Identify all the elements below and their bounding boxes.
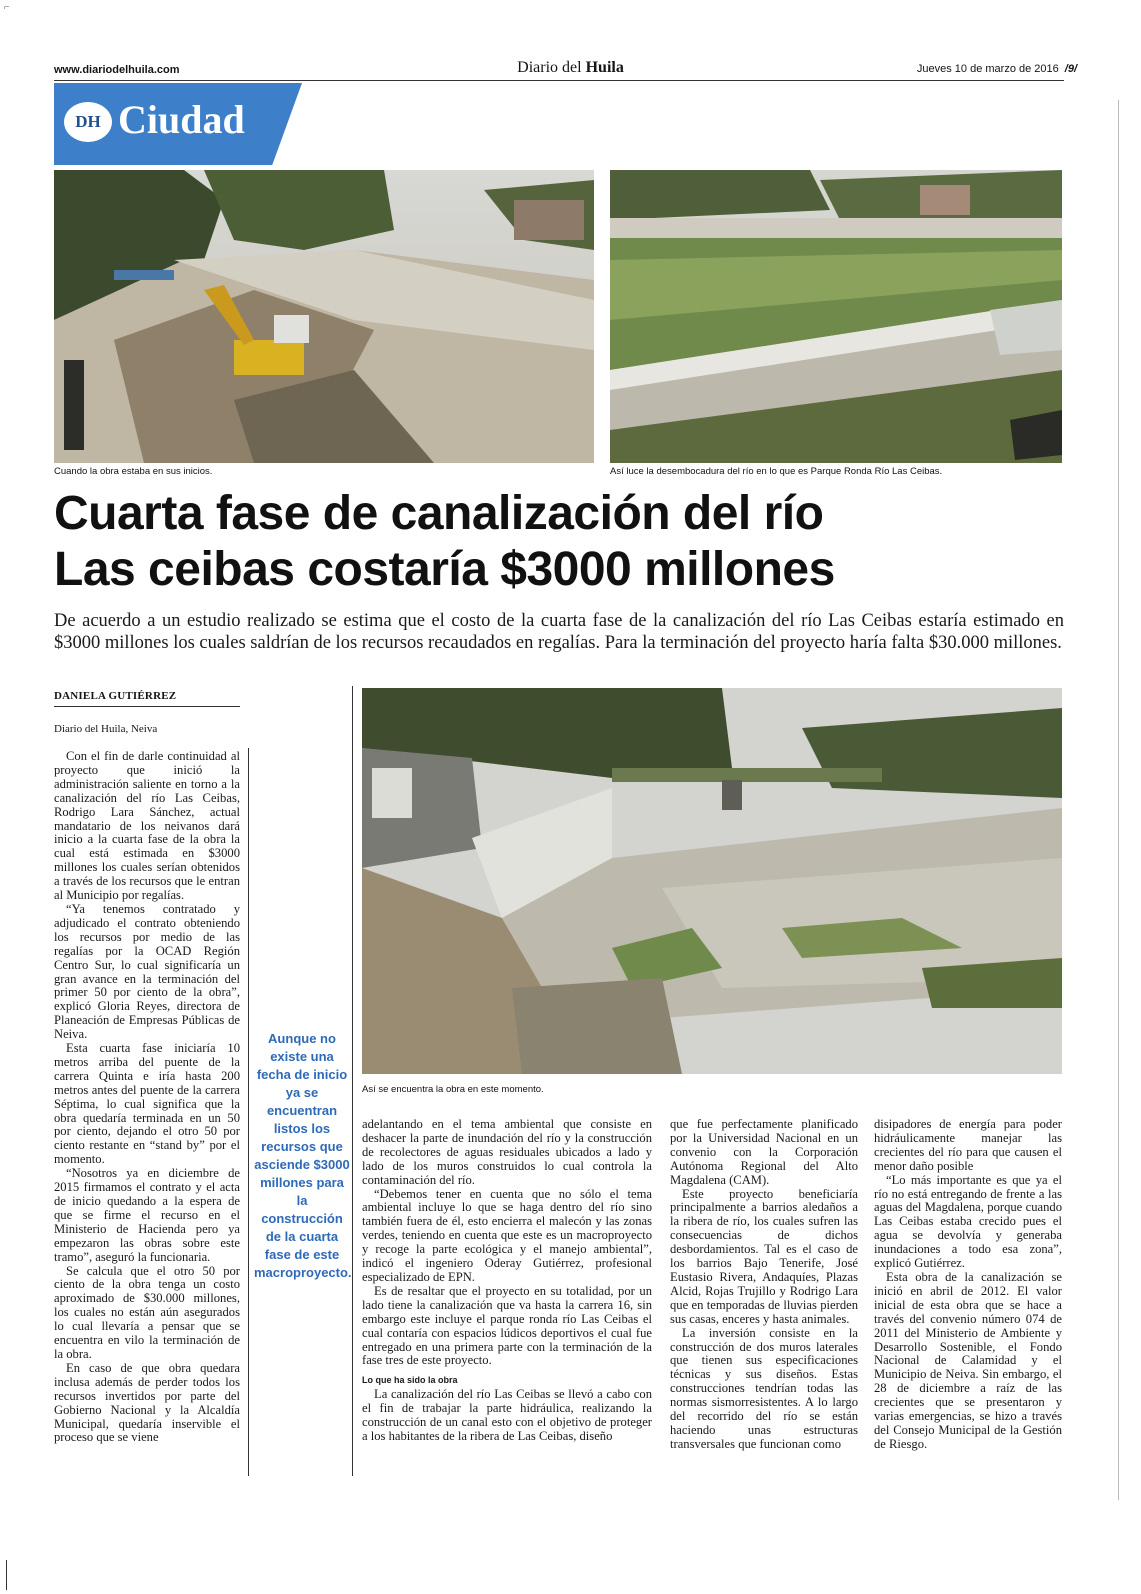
photo-river-current — [362, 688, 1062, 1074]
paragraph: En caso de que obra quedara inclusa además de perder todos los recursos invertidos por parte del Gobierno Nacional y la Alcaldía Municipal, quedaría inservible el proceso que se viene — [54, 1360, 240, 1445]
newspaper-name-prefix: Diario del — [517, 59, 582, 76]
paragraph: Es de resaltar que el proyecto en su totalidad, por un lado tiene la canalización que va hasta la carrera 16, sin embargo este incluye el parque ronda río Las Ceibas el cual contaría con espacios lúdicos deportivos el cual fue entregado en una primera parte con la terminación de la fase tres de este proyecto. — [362, 1283, 652, 1368]
paragraph: Esta cuarta fase iniciaría 10 metros arriba del puente de la carrera Quinta e iría hasta 200 metros antes del puente de la carrera Séptima, lo cual significa que la obra quedaría terminada en un 50 por ciento, dejando el otro 50 por ciento restante en “stand by” por el momento. — [54, 1041, 240, 1167]
paragraph: disipadores de energía para poder hidráulicamente manejar las crecientes del río para que causen el menor daño posible — [874, 1117, 1062, 1173]
headline-line-2: Las ceibas costaría $3000 millones — [54, 543, 835, 596]
photo-river-current-caption: Así se encuentra la obra en este momento. — [362, 1084, 544, 1095]
site-url[interactable]: www.diariodelhuila.com — [54, 64, 180, 76]
subhead: Lo que ha sido la obra — [362, 1375, 458, 1386]
photo-construction-caption: Cuando la obra estaba en sus inicios. — [54, 466, 213, 477]
dateline-source: Diario del Huila, Neiva — [54, 723, 158, 735]
dh-logo-badge: DH — [64, 102, 112, 142]
photo-park — [610, 170, 1062, 463]
article-column-3 — [670, 1118, 858, 1452]
photo-construction — [54, 170, 594, 463]
paragraph: Este proyecto beneficiaría principalmente a barrios aledaños a la ribera de río, los cuales sufren las consecuencias de dichos desbordamientos. Tal es el caso de los barrios Bajo Tenerife, José Eustasio Rivera, Andaquíes, Plazas Alcid, Rojas Trujillo y Rodrigo Lara que en temporadas de lluvias pierden sus casas, enceres y hasta animales. — [670, 1186, 858, 1326]
paragraph: que fue perfectamente planificado por la Universidad Nacional en un convenio con la Corporación Autónoma Regional del Alto Magdalena (CAM). — [670, 1117, 858, 1187]
issue-date — [917, 63, 1077, 75]
pull-quote: Aunque no existe una fecha de inicio ya se encuentran listos los recursos que asciende $3000 millones para la construcción de la cuarta fase de este macroproyecto. — [254, 1031, 352, 1280]
header-rule — [54, 80, 1064, 81]
headline — [54, 486, 1084, 598]
newspaper-name-bold: Huila — [585, 59, 624, 76]
paragraph: “Nosotros ya en diciembre de 2015 firmamos el contrato y el acta de inicio quedando a la espera de que se firme el recurso en el Ministerio de Hacienda pero ya empezaron las obras sobre este tramo”, aseguró la funcionaria. — [54, 1166, 240, 1264]
paragraph: La inversión consiste en la construcción de dos muros laterales que tienen sus especificaciones técnicas y sus diseños. Estas construcciones tendrían todas las normas sismorresistentes. A lo largo del recorrido del río se están haciendo unas estructuras transversales que funcionan como — [670, 1325, 858, 1451]
headline-line-1: Cuarta fase de canalización del río — [54, 487, 824, 540]
section-title: Ciudad — [118, 97, 245, 142]
issue-date-text: Jueves 10 de marzo de 2016 — [916, 63, 1059, 75]
byline: DANIELA GUTIÉRREZ — [54, 690, 177, 702]
column-divider — [248, 748, 249, 1476]
paragraph: “Debemos tener en cuenta que no sólo el tema ambiental incluye lo que se haga dentro del río sino también fuera de él, esto encierra el malecón y las zonas verdes, teniendo en cuenta que este es un macroproyecto y recoge la parte ecológica y el manejo ambiental”, indicó el ingeniero Oderay Gutiérrez, profesional especializado de EPN. — [362, 1186, 652, 1284]
paragraph: La canalización del río Las Ceibas se llevó a cabo con el fin de trabajar la parte hidráulica, realizando la construcción de un canal esto con el objetivo de proteger a los habitantes de la ribera de Las Ceibas, diseño — [362, 1387, 652, 1443]
paragraph: Con el fin de darle continuidad al proyecto que inició la administración saliente en torno a la canalización del río Las Ceibas, Rodrigo Lara Sánchez, actual mandatario de los neivanos dará inicio a la cuarta fase de la obra la cual está estimada en $3000 millones los cuales serían obtenidos a través de los recursos que le entran al Municipio por regalías. — [54, 749, 240, 903]
paragraph: adelantando en el tema ambiental que consiste en deshacer la parte de inundación del río y la construcción de recolectores de aguas residuales ubicados a lado y lado de los muros construidos lo cual controla la contaminación del río. — [362, 1117, 652, 1187]
article-column-1 — [54, 750, 240, 1445]
crop-mark-bottom — [6, 1560, 7, 1590]
lead-paragraph: De acuerdo a un estudio realizado se estima que el costo de la cuarta fase de la canalización del río Las Ceibas estaría estimado en $3000 millones los cuales saldrían de los recursos recaudados en regalías. Para la terminación del proyecto haría falta $30.000 millones. — [54, 611, 1064, 653]
page-fold-line — [1118, 100, 1119, 1500]
column-divider — [352, 686, 353, 1476]
byline-rule — [54, 706, 240, 707]
article-column-4 — [874, 1118, 1062, 1452]
article-column-2 — [362, 1118, 652, 1444]
crop-mark: ⌐ — [4, 2, 10, 13]
paragraph: Esta obra de la canalización se inició en abril de 2012. El valor inicial de esta obra que se hace a través del convenio número 074 de 2011 del Ministerio de Ambiente y Desarrollo Sostenible, el Fondo Nacional de Calamidad y el Municipio de Neiva. Sin embargo, el 28 de diciembre a raíz de las crecientes que se presentaron y varias emergencias, se hizo a través del Consejo Municipal de la Gestión de Riesgo. — [874, 1269, 1062, 1451]
paragraph: “Lo más importante es que ya el río no está entregando de frente a las aguas del Magdalena, porque cuando Las Ceibas estaba crecido pues el agua se devolvía y generaba inundaciones a todo esa zona”, explicó Gutiérrez. — [874, 1172, 1062, 1271]
page-number: /9/ — [1064, 63, 1077, 75]
paragraph: Se calcula que el otro 50 por ciento de la obra tenga un costo aproximado de $30.000 millones, los cuales no están aún asegurados lo cual llevaría a pensar que se encuentra en vilo la terminación de la obra. — [54, 1263, 240, 1361]
paragraph: “Ya tenemos contratado y adjudicado el contrato obteniendo los recursos por medio de las regalías por la OCAD Región Centro Sur, lo cual significaría un gran avance en la terminación del primer 50 por ciento de la obra”, explicó Gloria Reyes, directora de Planeación de Empresas Públicas de Neiva. — [54, 901, 240, 1042]
photo-park-caption: Así luce la desembocadura del río en lo que es Parque Ronda Río Las Ceibas. — [610, 466, 943, 477]
